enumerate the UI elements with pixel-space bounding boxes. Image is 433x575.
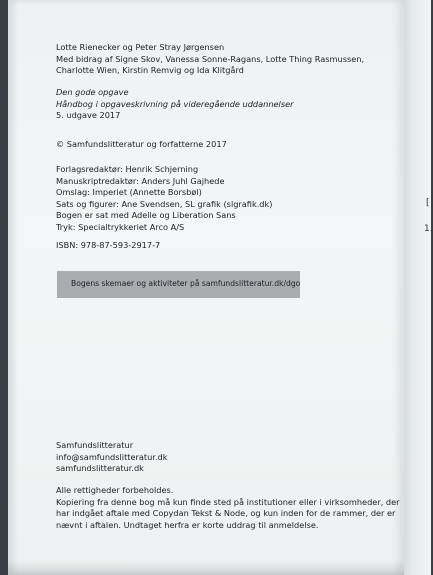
authors-line: Lotte Rienecker og Peter Stray Jørgensen bbox=[56, 42, 225, 52]
credit-line: Forlagsredaktør: Henrik Schjerning bbox=[56, 164, 199, 174]
contributors-line: Med bidrag af Signe Skov, Vanessa Sonne-Ragans, Lotte Thing Rasmussen, bbox=[56, 53, 365, 64]
credit-line: Tryk: Specialtrykkeriet Arco A/S bbox=[56, 221, 185, 232]
rights-line: nævnt i aftalen. Undtaget herfra er korte uddrag til anmeldelse. bbox=[56, 519, 319, 530]
resources-banner bbox=[57, 271, 300, 298]
facing-page-glyph: 1. bbox=[424, 224, 433, 234]
publisher-block bbox=[56, 440, 167, 475]
contributors-line: Charlotte Wien, Kirstin Remvig og Ida Klitgård bbox=[56, 65, 244, 76]
rights-line: har indgået aftale med Copydan Tekst & Node, og kun inden for de rammer, der er bbox=[56, 508, 396, 519]
authors-block bbox=[56, 42, 364, 77]
rights-line: Alle rettigheder forbeholdes. bbox=[56, 485, 174, 495]
copyright-notice: © Samfundslitteratur og forfatterne 2017 bbox=[56, 139, 227, 149]
page-bottom-shadow bbox=[8, 560, 404, 575]
publisher-email: info@samfundslitteratur.dk bbox=[56, 451, 168, 462]
credit-line: Omslag: Imperiet (Annette Borsbøl) bbox=[56, 187, 202, 198]
publisher-name: Samfundslitteratur bbox=[56, 440, 134, 450]
rights-block bbox=[56, 485, 400, 531]
title-block bbox=[56, 87, 294, 122]
credit-line: Sats og figurer: Ane Svendsen, SL grafik (slgrafik.dk) bbox=[56, 198, 273, 209]
credit-line: Manuskriptredaktør: Anders Juhl Gajhede bbox=[56, 175, 225, 186]
rights-line: Kopiering fra denne bog må kun finde sted på institutioner eller i virksomheder, der bbox=[56, 496, 400, 507]
resources-banner-text: Bogens skemaer og aktiviteter på samfundslitteratur.dk/dgo bbox=[71, 279, 301, 288]
credits-block bbox=[56, 164, 272, 234]
publisher-website: samfundslitteratur.dk bbox=[56, 463, 144, 474]
page-gutter bbox=[8, 0, 18, 575]
facing-page-edge bbox=[400, 0, 431, 575]
facing-page-glyph: [ bbox=[426, 198, 430, 208]
book-title: Den gode opgave bbox=[56, 87, 129, 97]
isbn: ISBN: 978-87-593-2917-7 bbox=[56, 240, 161, 250]
book-subtitle: Håndbog i opgaveskrivning på videregående uddannelser bbox=[56, 98, 294, 109]
edition: 5. udgave 2017 bbox=[56, 110, 121, 121]
credit-line: Bogen er sat med Adelle og Liberation Sans bbox=[56, 210, 236, 221]
